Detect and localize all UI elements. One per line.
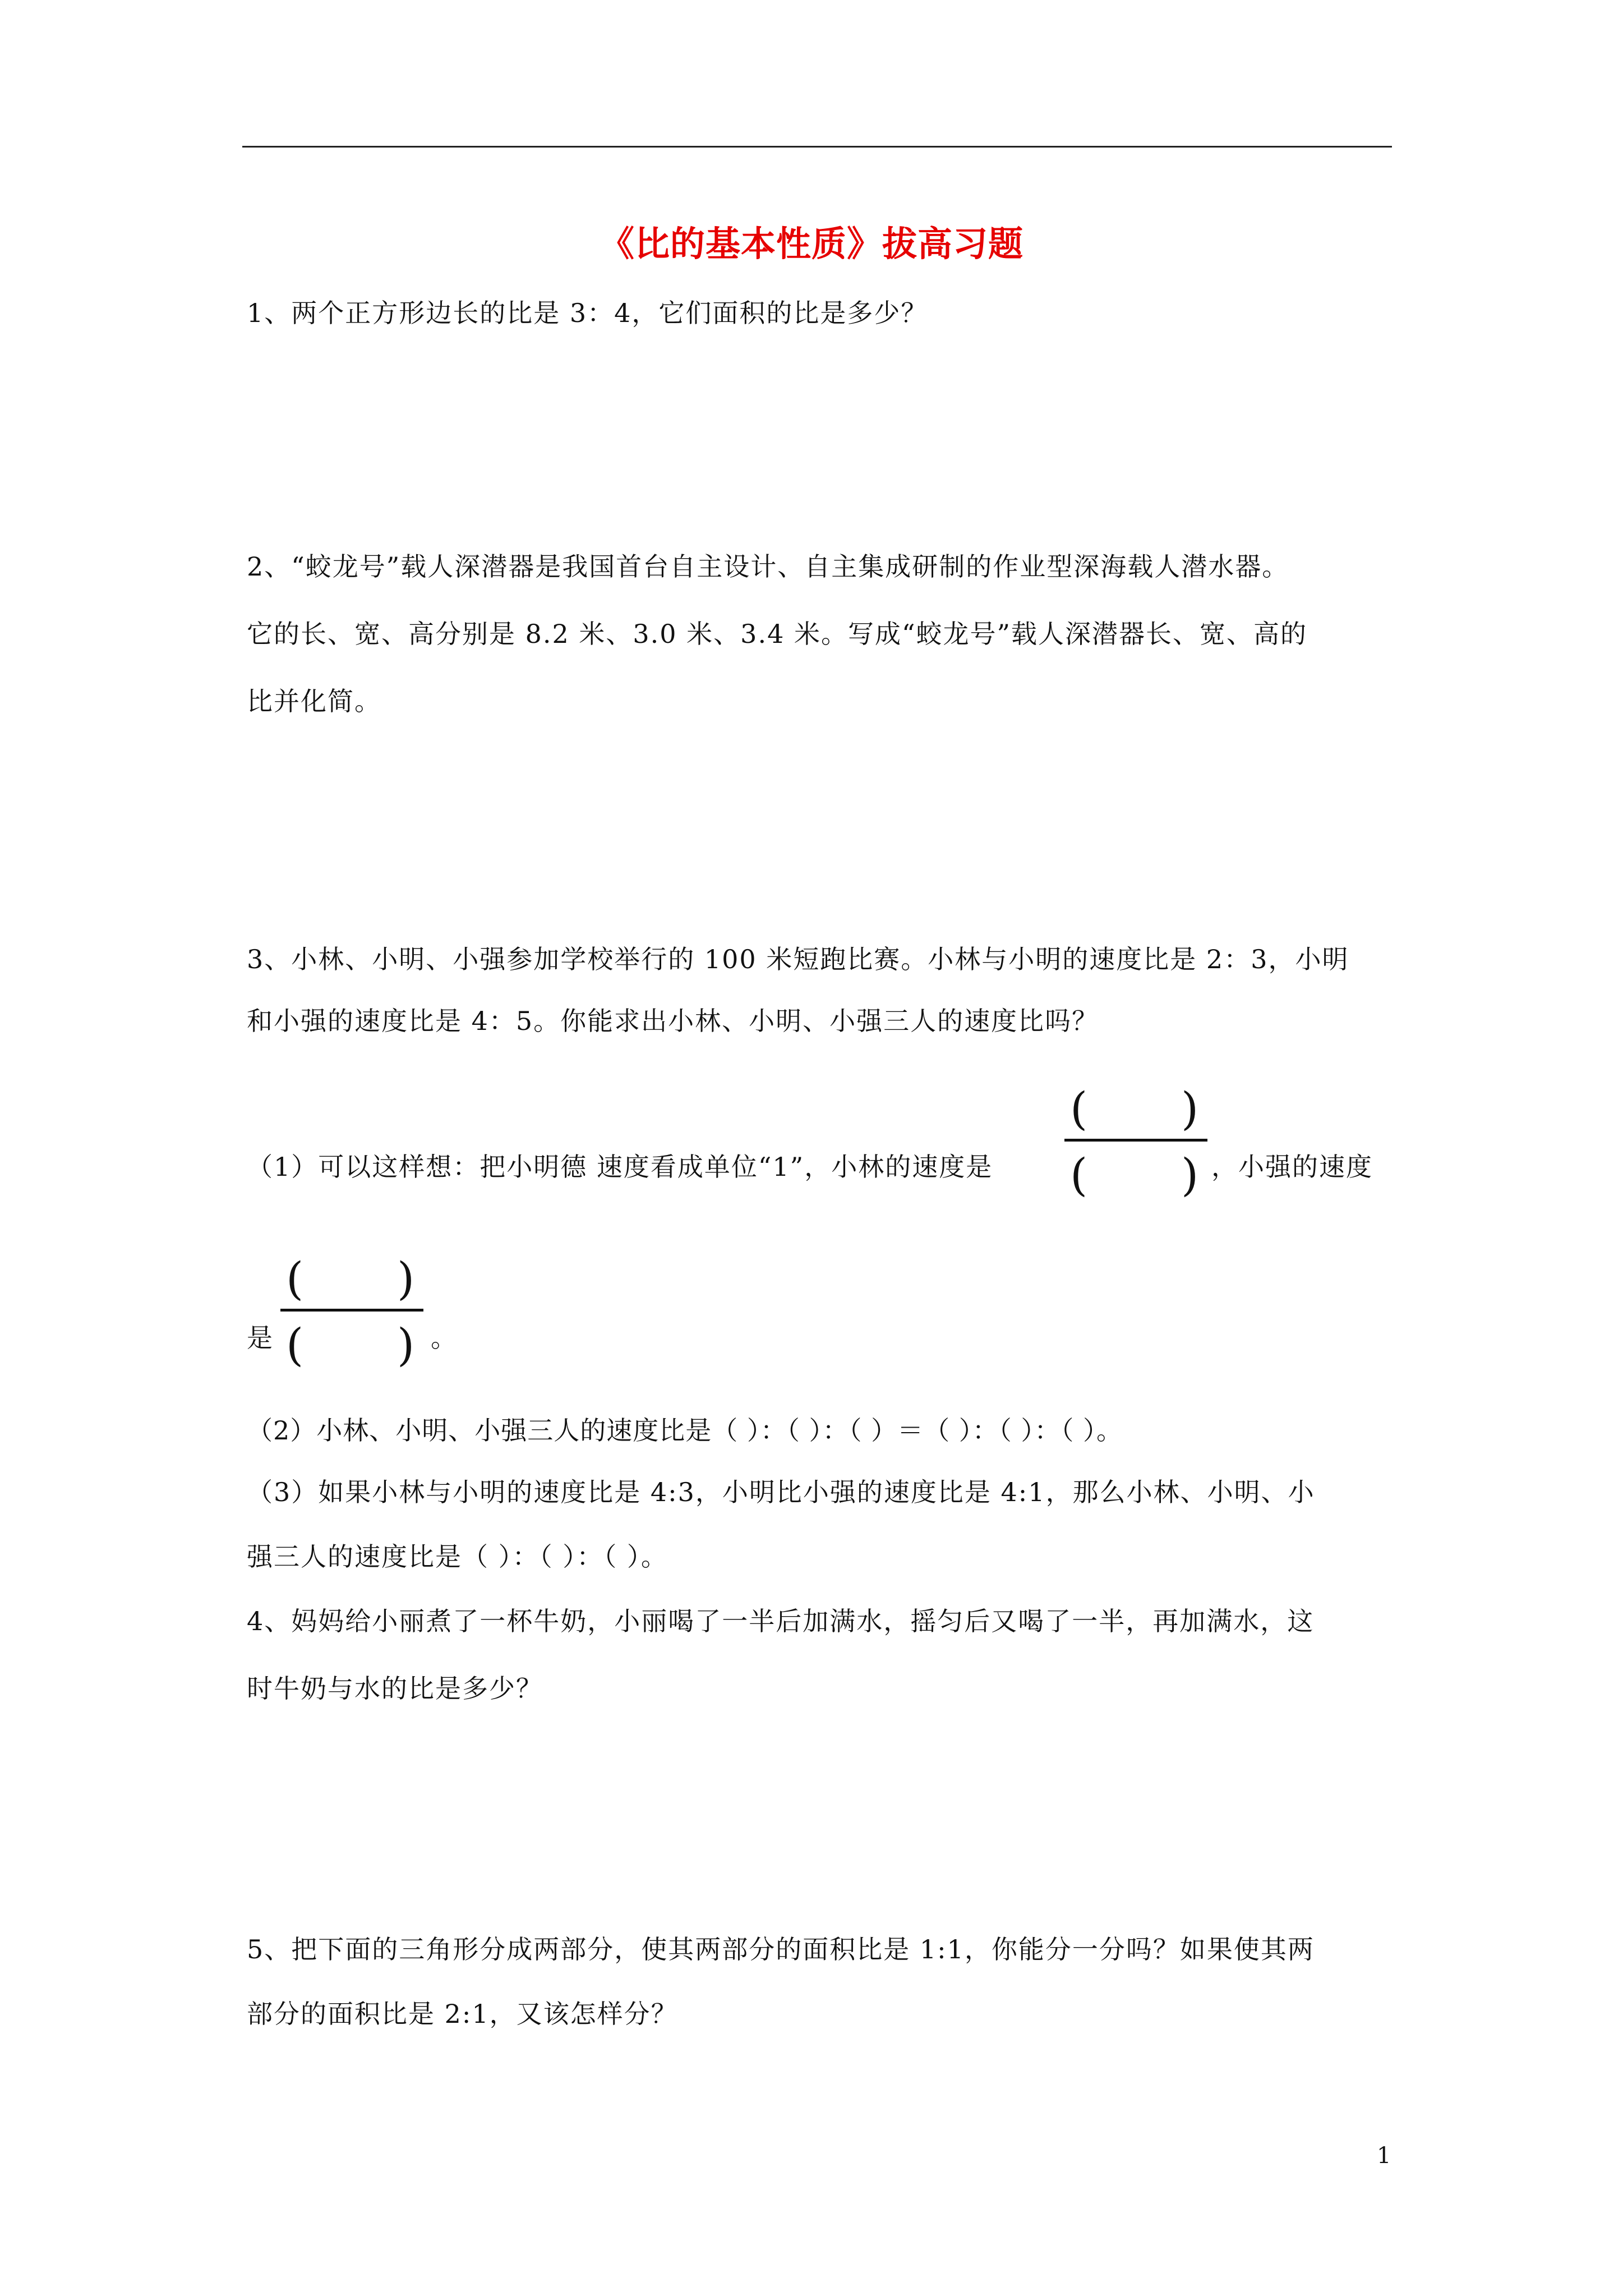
fraction-2-den-open: ( (286, 1319, 304, 1371)
question-2-line-2: 它的长、宽、高分别是 8.2 米、3.0 米、3.4 米。写成“蛟龙号”载人深潜器长、宽、高的 (247, 619, 1307, 649)
fraction-2-num-close: ) (397, 1253, 415, 1305)
fraction-1-den-close: ) (1181, 1149, 1199, 1201)
fraction-1-den-open: ( (1070, 1149, 1088, 1201)
question-3-part-1-continued: ，小强的速度 (1211, 1152, 1373, 1182)
question-1: 1、两个正方形边长的比是 3：4，它们面积的比是多少？ (247, 298, 928, 328)
question-3-part-1-end: 。 (431, 1323, 458, 1353)
question-3-part-1-shi: 是 (247, 1323, 274, 1353)
page-title: 《比的基本性质》拔高习题 (599, 223, 1023, 264)
fraction-blank-2[interactable] (280, 1243, 423, 1383)
question-3-part-3-line-1: （3）如果小林与小明的速度比是 4:3，小明比小强的速度比是 4:1，那么小林、小明、小 (247, 1477, 1315, 1507)
fraction-1-num-close: ) (1181, 1083, 1199, 1135)
question-2-line-1: 2、“蛟龙号”载人深潜器是我国首台自主设计、自主集成研制的作业型深海载人潜水器。 (247, 551, 1289, 582)
page-number: 1 (1377, 2143, 1391, 2169)
fraction-1-bar (1064, 1139, 1207, 1142)
fraction-2-den-close: ) (397, 1319, 415, 1371)
fraction-1-num-open: ( (1070, 1083, 1088, 1135)
question-3-part-3-line-2: 强三人的速度比是（ ）：（ ）：（ ）。 (247, 1542, 668, 1572)
fraction-2-bar (280, 1309, 423, 1312)
question-5-line-1: 5、把下面的三角形分成两部分，使其两部分的面积比是 1:1，你能分一分吗？如果使其两 (247, 1934, 1315, 1964)
question-5-line-2: 部分的面积比是 2:1，又该怎样分？ (247, 1999, 678, 2029)
question-4-line-2: 时牛奶与水的比是多少？ (247, 1673, 543, 1704)
question-2-line-3: 比并化简。 (247, 686, 381, 716)
header-rule (242, 146, 1392, 148)
fraction-blank-1[interactable] (1064, 1073, 1207, 1213)
fraction-2-num-open: ( (286, 1253, 304, 1305)
question-3-line-1: 3、小林、小明、小强参加学校举行的 100 米短跑比赛。小林与小明的速度比是 2：3，小明 (247, 944, 1349, 974)
question-3-part-2: （2）小林、小明、小强三人的速度比是（ ）：（ ）：（ ）＝（ ）：（ ）：（ ）。 (247, 1415, 1123, 1446)
question-4-line-1: 4、妈妈给小丽煮了一杯牛奶，小丽喝了一半后加满水，摇匀后又喝了一半，再加满水，这 (247, 1606, 1315, 1636)
question-3-line-2: 和小强的速度比是 4：5。你能求出小林、小明、小强三人的速度比吗？ (247, 1006, 1099, 1036)
question-3-part-1: （1）可以这样想：把小明德 速度看成单位“1”，小林的速度是 (247, 1152, 993, 1182)
